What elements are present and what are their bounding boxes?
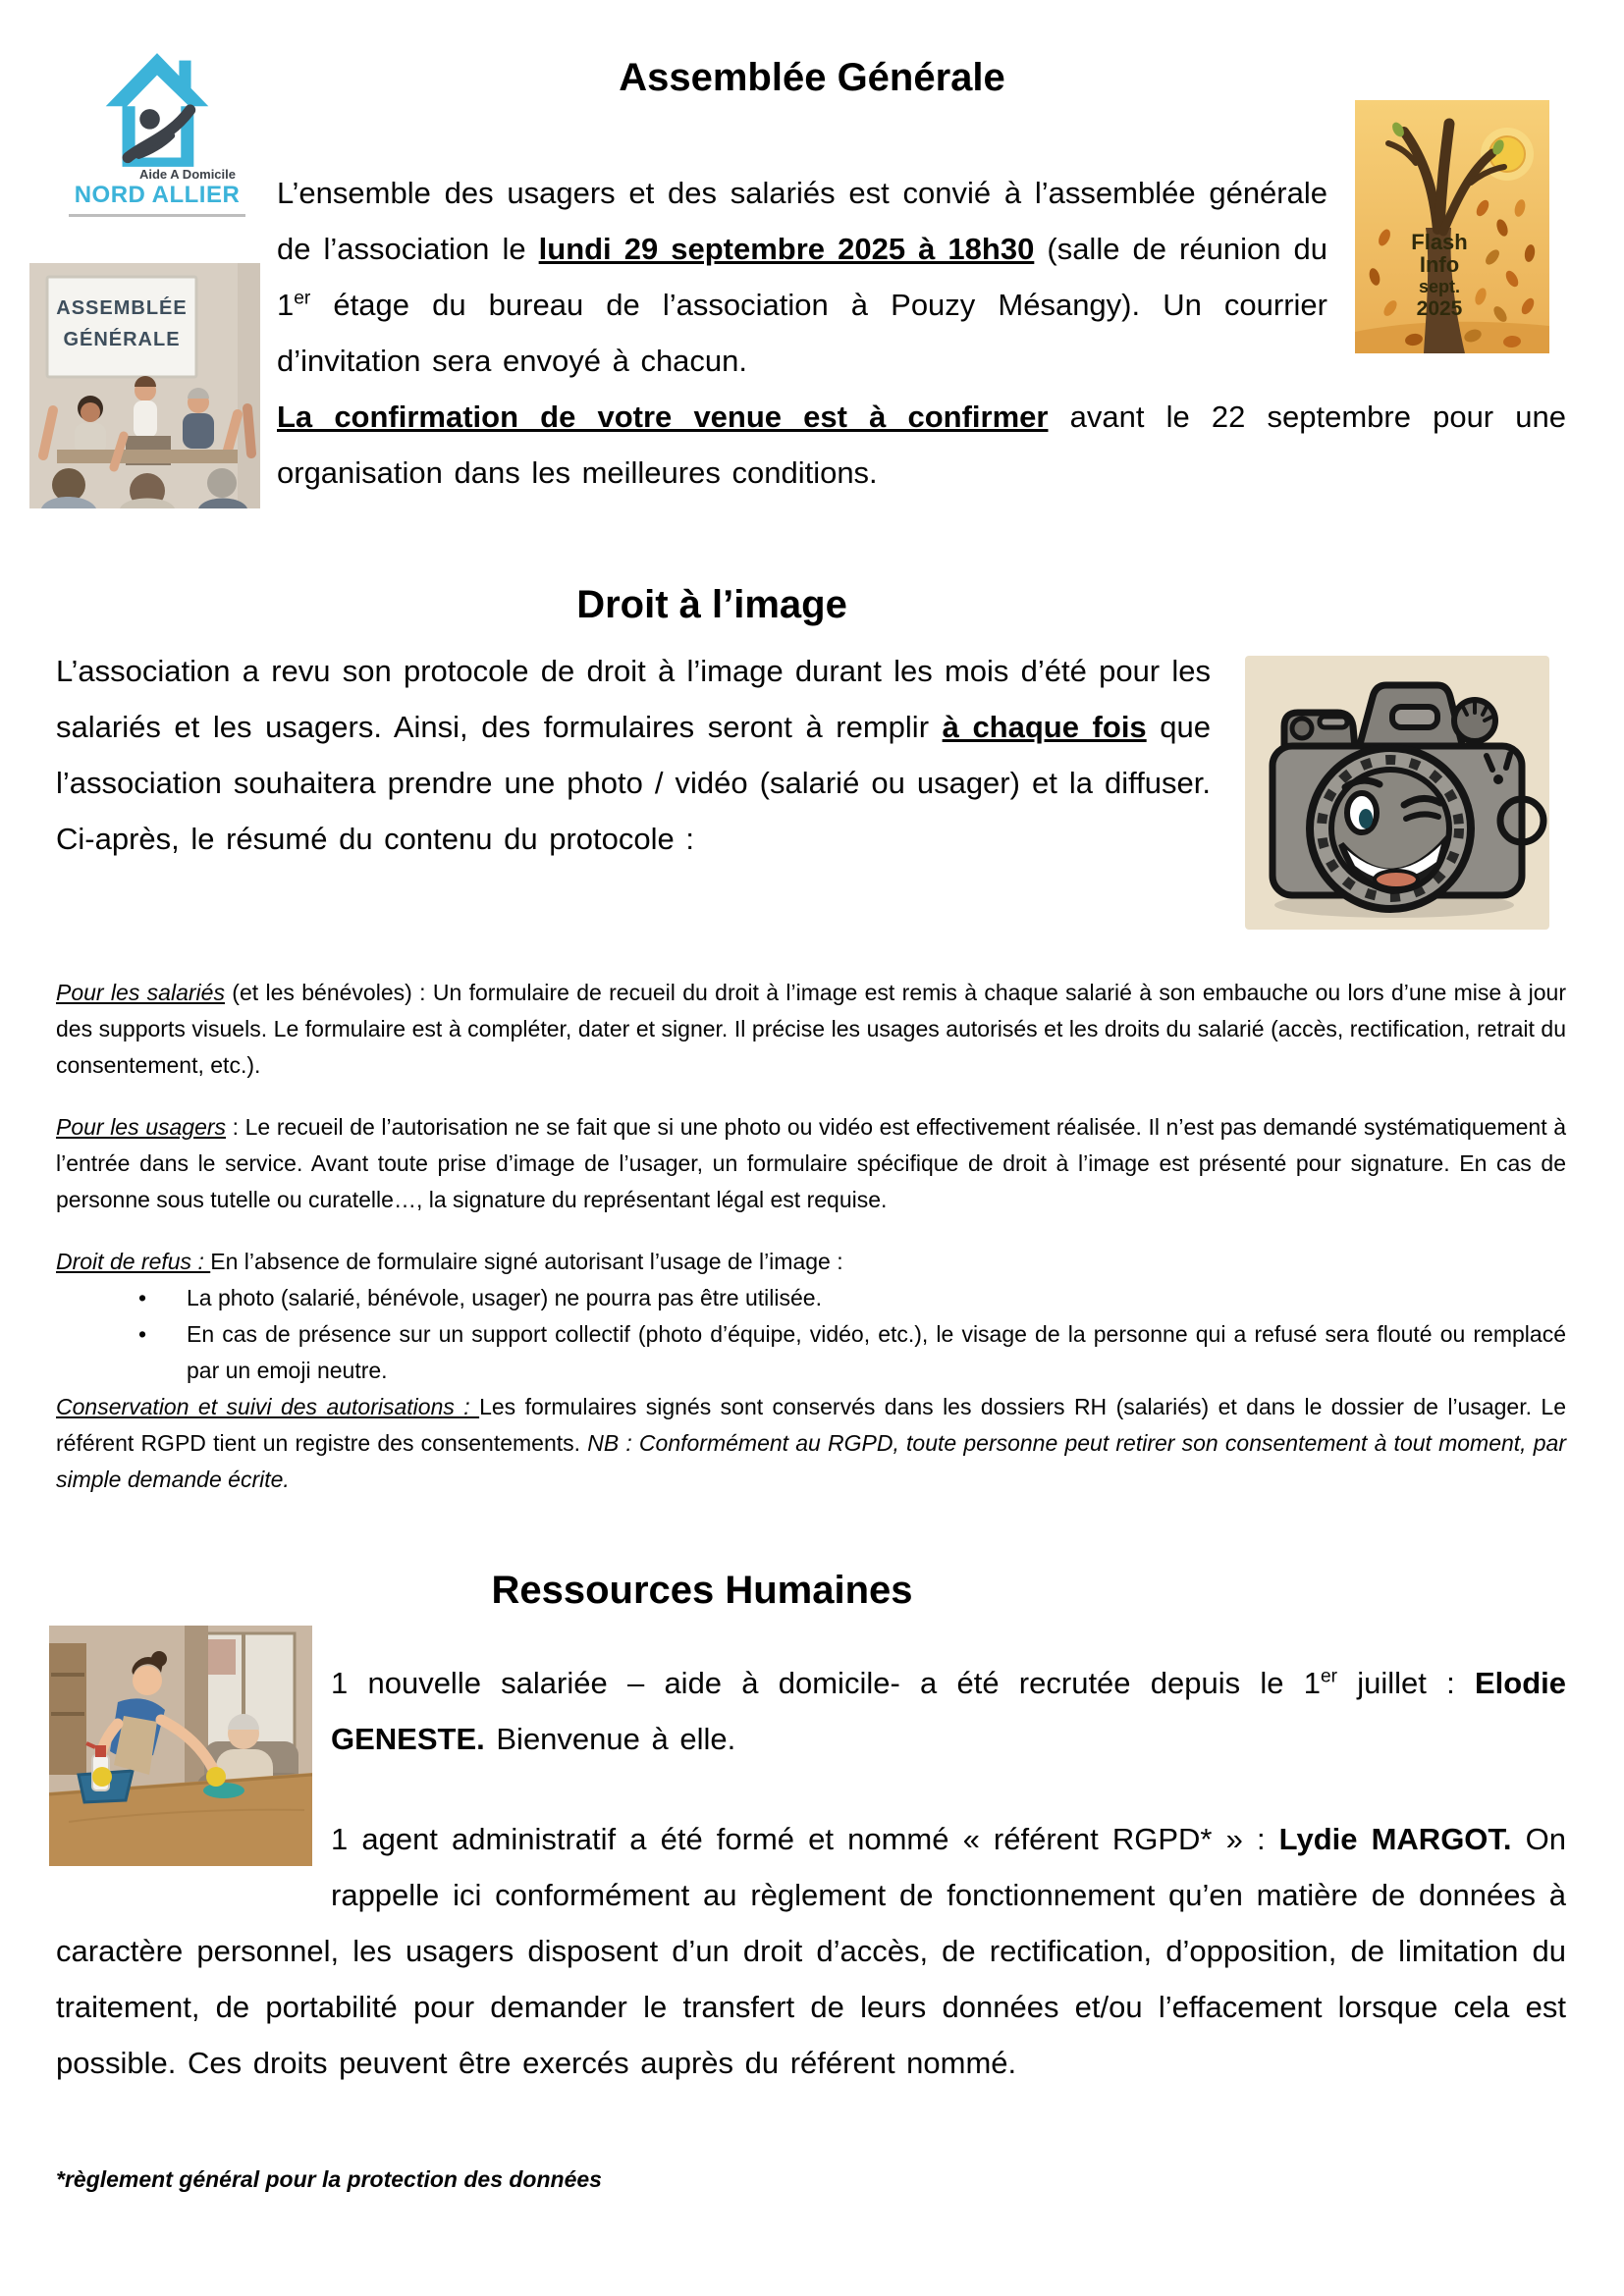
rh-paragraph-1: 1 nouvelle salariée – aide à domicile- a été recrutée depuis le 1er juillet : Elodie GENESTE. Bienvenue à elle. <box>331 1666 1566 1756</box>
photo-wrap-spacer <box>56 1811 331 1880</box>
protocol-refus-paragraph: Droit de refus : En l’absence de formulaire signé autorisant l’usage de l’image : <box>56 1249 843 1274</box>
flash-info-illustration <box>1355 100 1549 353</box>
protocol-usagers-paragraph: Pour les usagers : Le recueil de l’autorisation ne se fait que si une photo ou vidéo est effectivement réalisée. Il n’est pas demandé systématiquement à l’entrée dans le service. Avant toute prise d’image de l’usager, un formulaire spécifique de droit à l’image est présenté pour signature. En cas de personne sous tutelle ou curatelle…, la signature du représentant légal est requise. <box>56 1114 1566 1212</box>
refus-bullet-item: • En cas de présence sur un support collectif (photo d’équipe, vidéo, etc.), le visage de la personne qui a refusé sera flouté ou remplacé par un emoji neutre. <box>187 1316 1566 1389</box>
general-assembly-photo <box>29 263 260 508</box>
board-line-2: GÉNÉRALE <box>63 329 181 350</box>
logo-title: NORD ALLIER <box>74 182 241 208</box>
droit-image-intro: L’association a revu son protocole de droit à l’image durant les mois d’été pour les salariés et les usagers. Ainsi, des formulaires seront à remplir à chaque fois que l’association souhaitera prendre une photo / vidéo (salarié ou usager) et la diffuser. Ci-après, le résumé du contenu du protocole : <box>56 643 1566 930</box>
protocol-salaries-paragraph: Pour les salariés (et les bénévoles) : Un formulaire de recueil du droit à l’image est remis à chaque salarié à son embauche ou lors d’une mise à jour des supports visuels. Le formulaire est à compléter, dater et signer. Il précise les usages autorisés et les droits du salarié (accès, rectification, retrait du consentement, etc.). <box>56 980 1566 1078</box>
refus-bullet-list <box>56 1280 1566 1389</box>
flash-line-1: Flash <box>1411 230 1468 254</box>
protocol-conservation-paragraph: Conservation et suivi des autorisations : Les formulaires signés sont conservés dans les dossiers RH (salariés) et dans le dossier de l’usager. Le référent RGPD tient un registre des consentements. NB : Conformément au RGPD, toute personne peut retirer son consentement à tout moment, par simple demande écrite. <box>56 1394 1566 1492</box>
assemblee-paragraph-1: L’ensemble des usagers et des salariés est convié à l’assemblée générale de l’association le lundi 29 septembre 2025 à 18h30 (salle de réunion du 1er étage du bureau de l’association à Pouzy Mésangy). Un courrier d’invitation sera envoyé à chacun. <box>277 176 1327 378</box>
refus-bullet-item: • La photo (salarié, bénévole, usager) ne pourra pas être utilisée. <box>187 1280 1566 1316</box>
flash-line-2: Info <box>1419 252 1460 277</box>
logo-subtitle: Aide A Domicile <box>138 167 236 182</box>
rgpd-footnote: *règlement général pour la protection des données <box>56 2166 602 2192</box>
assemblee-paragraph-2: La confirmation de votre venue est à confirmer avant le 22 septembre pour une organisation dans les meilleures conditions. <box>277 400 1566 490</box>
protocol-details <box>56 975 1566 1498</box>
logo-underline <box>69 214 245 217</box>
camera-wrap-spacer <box>1211 643 1566 930</box>
board-line-1: ASSEMBLÉE <box>56 297 188 319</box>
section-title-rh: Ressources Humaines <box>491 1569 913 1612</box>
flash-line-4: 2025 <box>1416 297 1463 320</box>
flash-line-3: sept. <box>1418 277 1461 296</box>
section-title-droit-image: Droit à l’image <box>576 583 847 626</box>
section-title-assemblee: Assemblée Générale <box>619 56 1005 99</box>
rh-paragraph-2: 1 agent administratif a été formé et nommé « référent RGPD* » : Lydie MARGOT. On rappelle ici conformément au règlement de fonctionnement qu’en matière de données à caractère personnel, les usagers disposent d’un droit d’accès, de rectification, d’opposition, de limitation du traitement, de portabilité pour demander le transfert de leurs données et/ou l’effacement lorsque cela est possible. Ces droits peuvent être exercés auprès du référent nommé. <box>56 1811 1566 2091</box>
